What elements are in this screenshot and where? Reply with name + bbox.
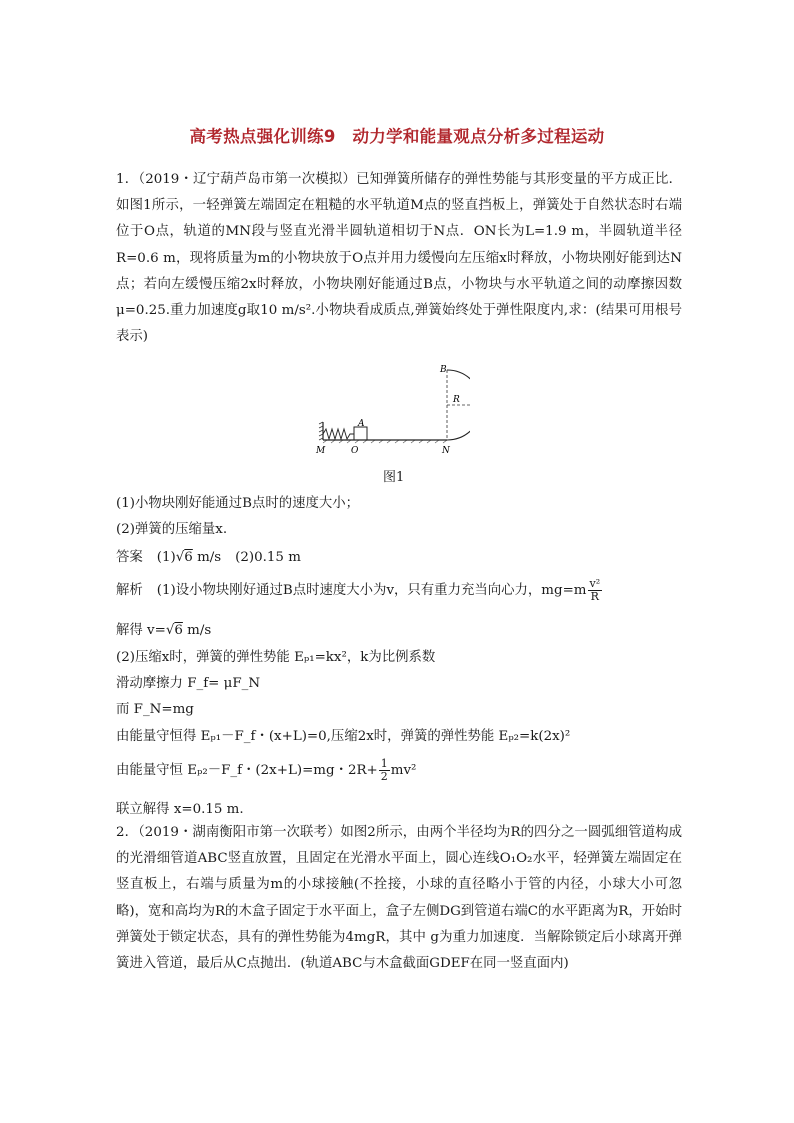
q1-solve-line: 解得 v=√6 m/s [116, 623, 212, 638]
q1-line-energy-conservation-1: 由能量守恒得 Eₚ₁－F_f・(x+L)=0,压缩2x时，弹簧的弹性势能 Eₚ₂=k(2x)² [116, 729, 571, 744]
figure-label-r: R [453, 395, 460, 405]
question-1-stem: 1．（2019・辽宁葫芦岛市第一次模拟）已知弹簧所储存的弹性势能与其形变量的平方成正比．如图1所示，一轻弹簧左端固定在粗糙的水平轨道M点的竖直挡板上，弹簧处于自然状态时右端位于O点，轨道的MN段与竖直光滑半圆轨道相切于N点．ON长为L=1.9 m，半圆轨道半径R=0.6 m，现将质量为m的小物块放于O点并用力缓慢向左压缩x时释放，小物块刚好能到达N点；若向左缓慢压缩2x时释放，小物块刚好能通过B点，小物块与水平轨道之间的动摩擦因数 μ=0.25.重力加速度g取10 m/s².小物块看成质点,弹簧始终处于弹性限度内,求：(结果可用根号表示) [116, 172, 682, 345]
q1-line-energy-conservation-2: 由能量守恒 Eₚ₂－F_f・(2x+L)=mg・2R+ $\frac{1}{2}$ mv² [116, 757, 417, 783]
q1-answer: 答案 (1)√6 m/s (2)0.15 m [116, 550, 301, 565]
answer-label: 答案 [116, 550, 143, 565]
question-2-stem: 2．（2019・湖南衡阳市第一次联考）如图2所示，由两个半径均为R的四分之一圆弧细管道构成的光滑细管道ABC竖直放置，且固定在光滑水平面上，圆心连线O₁O₂水平，轻弹簧左端固定在竖直板上，右端与质量为m的小球接触(不拴接，小球的直径略小于管的内径，小球大小可忽略)，宽和高均为R的木盒子固定于水平面上，盒子左侧DG到管道右端C的水平距离为R，开始时弹簧处于锁定状态，具有的弹性势能为4mgR，其中 g为重力加速度．当解除锁定后小球离开弹簧进入管道，最后从C点抛出．(轨道ABC与木盒截面GDEF在同一竖直面内) [116, 825, 682, 972]
q1-line-friction: 滑动摩擦力 F_f= μF_N [116, 676, 261, 691]
figure-1-caption: 图1 [383, 470, 405, 485]
analysis-label: 解析 [116, 583, 143, 598]
q1-line-normal-force: 而 F_N=mg [116, 702, 194, 717]
figure-label-m: M [316, 446, 326, 456]
q1-line-result: 联立解得 x=0.15 m. [116, 802, 244, 817]
figure-label-o: O [351, 446, 359, 456]
page-title: 高考热点强化训练9 动力学和能量观点分析多过程运动 [189, 127, 605, 146]
answer-2: (2)0.15 m [235, 550, 301, 565]
q1-analysis-line-1: 解析 (1)设小物块刚好通过B点时速度大小为v，只有重力充当向心力，mg=m $\frac{\text{v²}}{R}$ [116, 577, 601, 603]
fraction-one-half: $\frac{1}{2}$ [380, 757, 388, 783]
answer-1-prefix: (1) [156, 550, 176, 565]
figure-label-n: N [442, 446, 450, 456]
answer-1-root: 6 [184, 550, 193, 565]
figure-1-diagram [310, 360, 470, 460]
q1-sub-question-2: (2)弹簧的压缩量x. [116, 522, 228, 537]
answer-1-unit: m/s [192, 550, 222, 565]
figure-label-b: B [440, 365, 447, 375]
figure-label-a: A [358, 419, 365, 429]
q1-line-elastic-energy: (2)压缩x时，弹簧的弹性势能 Eₚ₁=kx²，k为比例系数 [116, 650, 436, 665]
fraction-v2-over-r: $\frac{\text{v²}}{R}$ [589, 577, 601, 603]
q1-sub-question-1: (1)小物块刚好能通过B点时的速度大小； [116, 496, 360, 511]
